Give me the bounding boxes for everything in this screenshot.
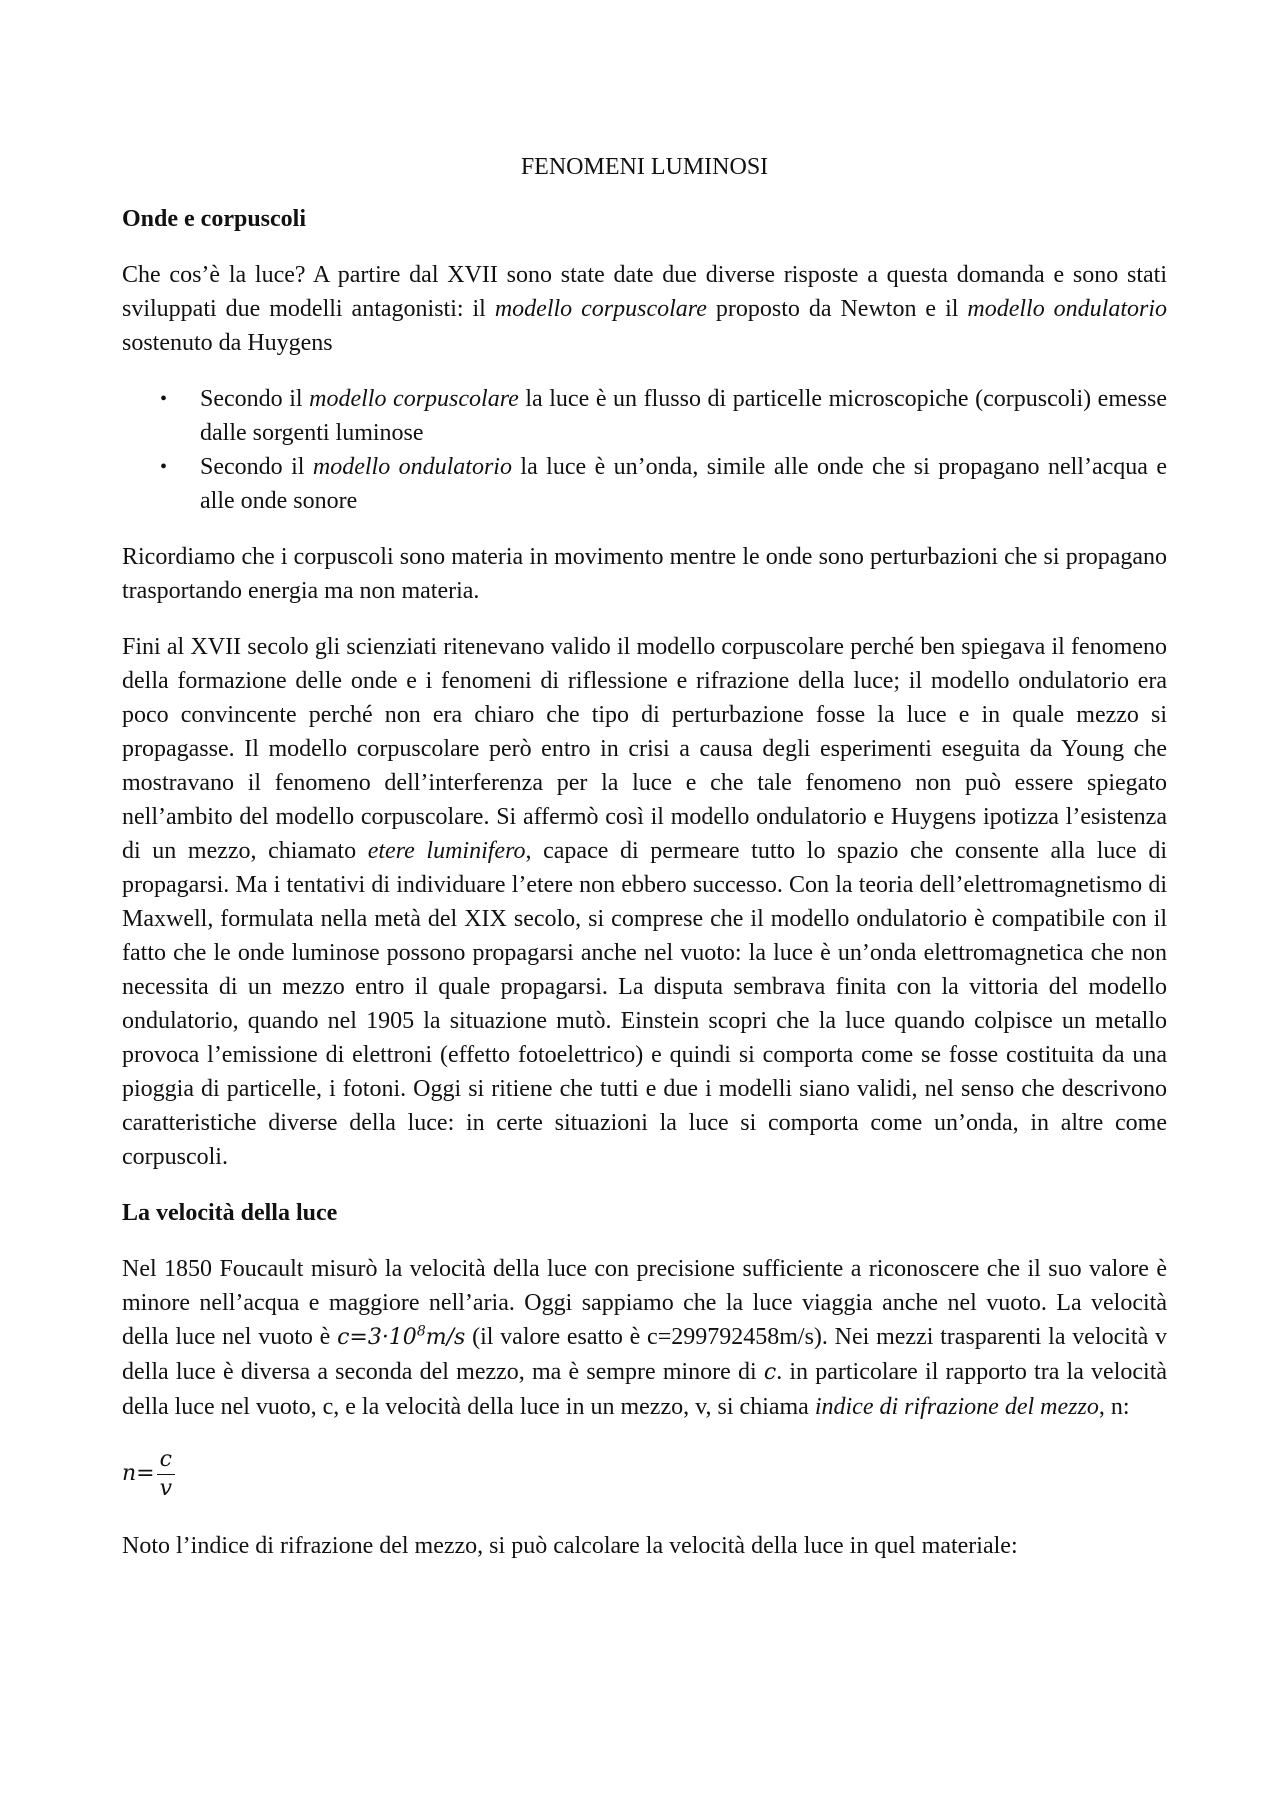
section-heading-velocita: La velocità della luce: [122, 1200, 338, 1226]
bullet-icon: •: [160, 456, 168, 478]
paragraph-calc: Noto l’indice di rifrazione del mezzo, si può calcolare la velocità della luce in quel materiale:: [122, 1533, 1018, 1559]
document-body: [122, 150, 1167, 1585]
emphasis-etere-luminifero: etere luminifero: [367, 838, 526, 864]
emphasis-modello-ondulatorio: modello ondulatorio: [967, 296, 1168, 322]
speed-of-light-formula: $c=3\cdot 10^8m/s$: [337, 1323, 466, 1350]
models-list: [122, 382, 1167, 518]
paragraph-corpuscoli-onde: Ricordiamo che i corpuscoli sono materia in movimento mentre le onde sono perturbazioni che si propagano trasportando energia ma non materia.: [122, 544, 1167, 604]
bullet-icon: •: [160, 388, 168, 410]
paragraph-velocity: Nel 1850 Foucault misurò la velocità della luce con precisione sufficiente a riconoscere che il suo valore è minore nell’acqua e maggiore nell’aria. Oggi sappiamo che la luce viaggia anche nel vuoto. La velocità della luce nel vuoto è $c=3\cdot 10^8m/s$ (il valore esatto è c=299792458m/s). Nei mezzi trasparenti la velocità v della luce è diversa a seconda del mezzo, ma è sempre minore di c. in particolare il rapporto tra la velocità della luce nel vuoto, c, e la velocità della luce in un mezzo, v, si chiama indice di rifrazione del mezzo, n:: [122, 1256, 1168, 1420]
section-heading-onde: Onde e corpuscoli: [122, 206, 306, 232]
fraction: $\frac{c}{v}$: [157, 1446, 175, 1503]
paragraph-history: Fini al XVII secolo gli scienziati ritenevano valido il modello corpuscolare perché ben spiegava il fenomeno della formazione delle onde e i fenomeni di riflessione e rifrazione della luce; il modello ondulatorio era poco convincente perché non era chiaro che tipo di perturbazione fosse la luce e in quale mezzo si propagasse. Il modello corpuscolare però entro in crisi a causa degli esperimenti eseguita da Young che mostravano il fenomeno dell’interferenza per la luce e che tale fenomeno non può essere spiegato nell’ambito del modello corpuscolare. Si affermò così il modello ondulatorio e Huygens ipotizza l’esistenza di un mezzo, chiamato etere luminifero, capace di permeare tutto lo spazio che consente alla luce di propagarsi. Ma i tentativi di individuare l’etere non ebbero successo. Con la teoria dell’elettromagnetismo di Maxwell, formulata nella metà del XIX secolo, si comprese che il modello ondulatorio è compatibile con il fatto che le onde luminose possono propagarsi anche nel vuoto: la luce è un’onda elettromagnetica che non necessita di un mezzo entro il quale propagarsi. La disputa sembrava finita con la vittoria del modello ondulatorio, quando nel 1905 la situazione mutò. Einstein scopri che la luce quando colpisce un metallo provoca l’emissione di elettroni (effetto fotoelettrico) e quindi si comporta come se fosse costituita da una pioggia di particelle, i fotoni. Oggi si ritiene che tutti e due i modelli siano validi, nel senso che descrivono caratteristiche diverse della luce: in certe situazioni la luce si comporta come un’onda, in altre come corpuscoli.: [122, 634, 1167, 1170]
page-title: FENOMENI LUMINOSI: [520, 154, 769, 180]
emphasis-indice-rifrazione: indice di rifrazione del mezzo: [814, 1394, 1099, 1420]
emphasis-modello-corpuscolare: modello corpuscolare: [494, 296, 707, 322]
list-item: • Secondo il modello ondulatorio la luce è un’onda, simile alle onde che si propagano nell’acqua e alle onde sonore: [122, 450, 1167, 518]
intro-paragraph: Che cos’è la luce? A partire dal XVII sono state date due diverse risposte a questa domanda e sono stati sviluppati due modelli antagonisti: il modello corpuscolare proposto da Newton e il modello ondulatorio sostenuto da Huygens: [122, 262, 1168, 356]
refractive-index-formula: n= $\frac{c}{v}$: [122, 1446, 1167, 1503]
list-item: • Secondo il modello corpuscolare la luce è un flusso di particelle microscopiche (corpuscoli) emesse dalle sorgenti luminose: [122, 382, 1167, 450]
